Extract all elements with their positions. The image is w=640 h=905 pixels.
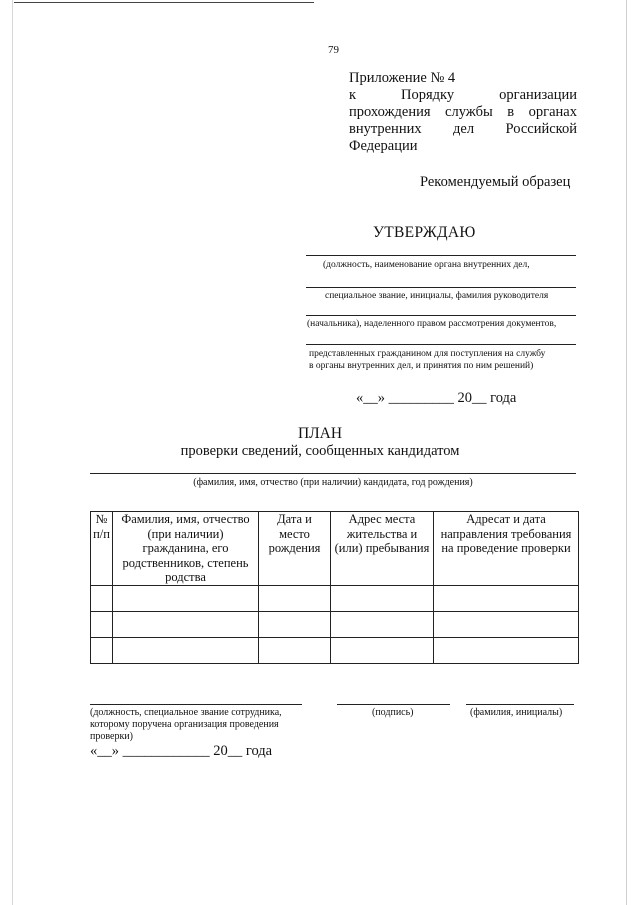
signature-line (337, 704, 450, 705)
table-cell (91, 612, 113, 638)
table-cell (434, 638, 579, 664)
table-cell (91, 586, 113, 612)
plan-subtitle: проверки сведений, сообщенных кандидатом (180, 443, 460, 459)
table-cell (259, 638, 331, 664)
approval-date-line: «__» _________ 20__ года (356, 390, 517, 406)
table-cell (113, 612, 259, 638)
candidate-name-line (90, 473, 576, 474)
approver-authority-line (306, 315, 576, 316)
appendix-line-5: Федерации (349, 138, 418, 154)
plan-date-line: «__» ____________ 20__ года (90, 743, 273, 759)
signature-caption: (подпись) (372, 707, 414, 718)
table-cell (331, 586, 434, 612)
approver-documents-line (306, 344, 576, 345)
officer-name-line (466, 704, 574, 705)
appendix-word: дел (453, 121, 475, 137)
appendix-word: к (349, 87, 357, 103)
appendix-word: организации (499, 87, 577, 103)
verification-plan-table (90, 511, 579, 664)
table-row (91, 612, 579, 638)
officer-position-line (90, 704, 302, 705)
table-cell (434, 586, 579, 612)
table-row (91, 586, 579, 612)
table-cell (434, 612, 579, 638)
approver-rank-line (306, 287, 576, 288)
officer-position-caption: (должность, специальное звание сотрудника, которому поручена организация проведения проверки) (90, 707, 282, 742)
appendix-word: органах (528, 104, 577, 120)
approve-heading: УТВЕРЖДАЮ (373, 224, 476, 241)
appendix-word: Российской (505, 121, 577, 137)
appendix-reference (349, 70, 577, 155)
table-cell (113, 638, 259, 664)
recommended-sample-label: Рекомендуемый образец (420, 174, 571, 190)
appendix-word: службы (445, 104, 493, 120)
approver-position-line (306, 255, 576, 256)
appendix-word: в (507, 104, 515, 120)
appendix-word: прохождения (349, 104, 431, 120)
appendix-word: Порядку (401, 87, 455, 103)
table-row (91, 638, 579, 664)
header-residence-address: Адрес места жительства и (или) пребывания (331, 512, 434, 586)
table-header-row (91, 512, 579, 586)
appendix-word: внутренних (349, 121, 422, 137)
appendix-line-3 (349, 104, 577, 121)
approver-caption-3: (начальника), наделенного правом рассмотрения документов, (307, 319, 557, 329)
appendix-line-1: Приложение № 4 (349, 70, 456, 86)
approver-caption-5: в органы внутренних дел, и принятия по ним решений) (309, 361, 534, 371)
header-request-addressee: Адресат и дата направления требования на проведение проверки (434, 512, 579, 586)
header-birth-date-place: Дата и место рождения (259, 512, 331, 586)
appendix-line-4 (349, 121, 577, 138)
table-cell (259, 612, 331, 638)
page-top-rule (14, 2, 314, 3)
header-number: № п/п (91, 512, 113, 586)
plan-title: ПЛАН (297, 425, 343, 442)
officer-name-caption: (фамилия, инициалы) (470, 707, 563, 718)
table-cell (331, 638, 434, 664)
page-number: 79 (328, 44, 339, 56)
appendix-line-2 (349, 87, 577, 104)
candidate-caption: (фамилия, имя, отчество (при наличии) кандидата, год рождения) (193, 477, 473, 488)
approver-caption-1: (должность, наименование органа внутренних дел, (323, 260, 530, 270)
approver-caption-4: представленных гражданином для поступления на службу (309, 349, 546, 359)
header-full-name: Фамилия, имя, отчество (при наличии) гражданина, его родственников, степень родства (113, 512, 259, 586)
table-cell (331, 612, 434, 638)
table-cell (113, 586, 259, 612)
approver-caption-2: специальное звание, инициалы, фамилия руководителя (325, 291, 549, 301)
table-cell (259, 586, 331, 612)
table-cell (91, 638, 113, 664)
